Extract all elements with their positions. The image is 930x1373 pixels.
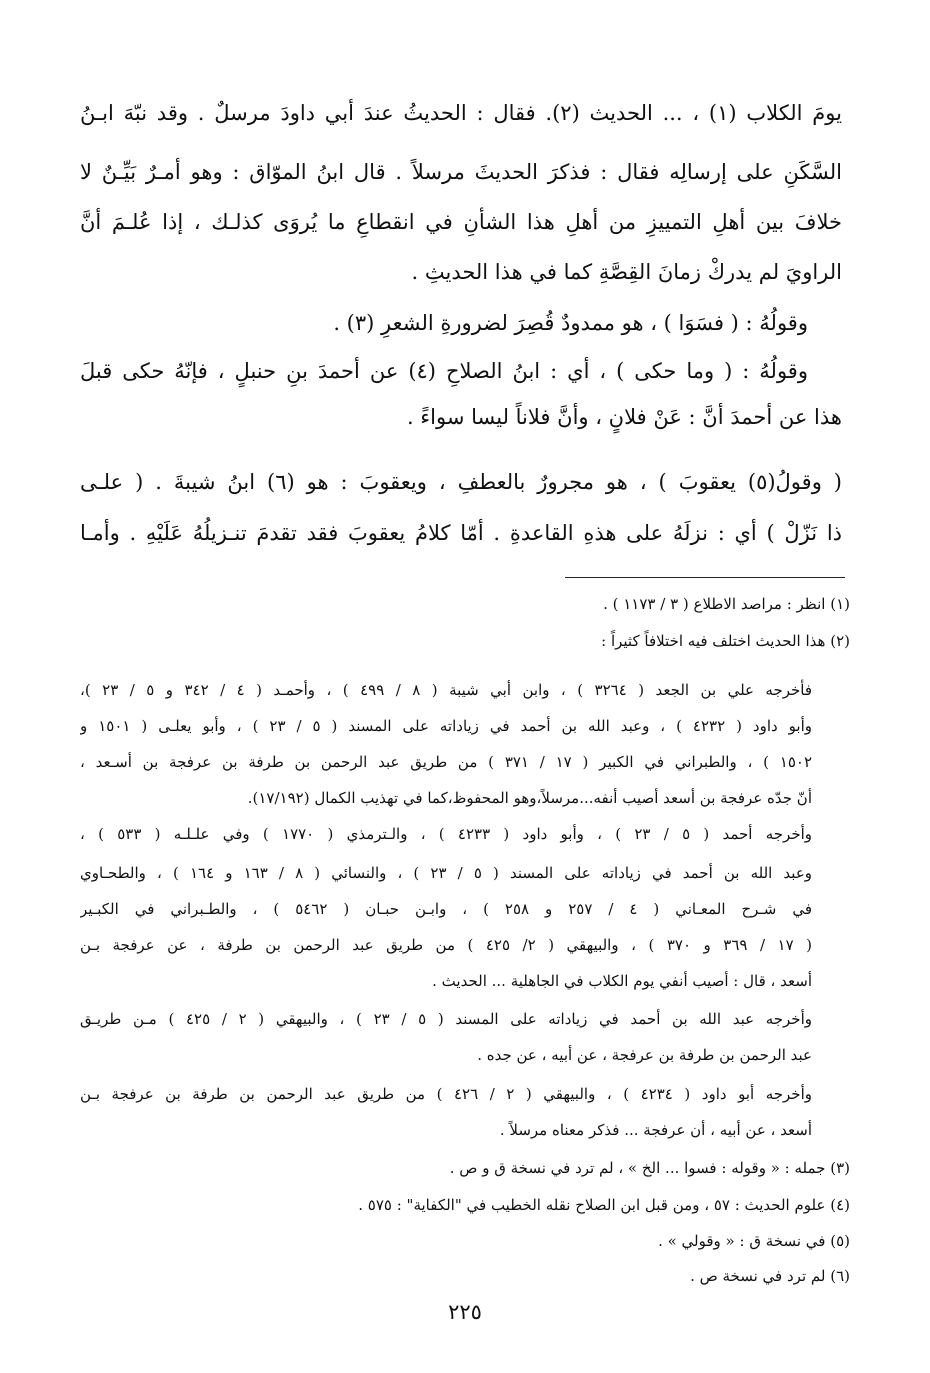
main-text-line: ذا نَزّلْ ) أي : نزلَهُ على هذهِ القاعدةِ . أمّا كلامُ يعقوبَ فقد تقدمَ تنـزيلُهُ عَلَيْهِ . وأمـا [80,521,842,545]
footnote-2-line: وعبد الله بن أحمد في زياداته على المسند ( ٥ / ٢٣ ) ، والنسائي ( ٨ / ١٦٣ و ١٦٤ ) ، والطحـاوي [80,864,812,882]
footnote-2-line: وأبو داود ( ٤٢٣٢ ) ، وعبد الله بن أحمد في زياداته على المسند ( ٥ / ٢٣ ) ، وأبو يعلـى ( ١٥٠١ و [80,717,812,735]
footnote-1: (١) انظر : مراصد الاطلاع ( ٣ / ١١٧٣ ) . [603,595,850,613]
footnote-2-line: أسعد ، عن أبيه ، أن عرفجة ... فذكر معناه مرسلاً . [499,1121,812,1139]
footnote-2-line: ( ١٧ / ٣٦٩ و ٣٧٠ ) ، والبيهقي ( ٢/ ٤٢٥ ) من طريق عبد الرحمن بن طرفة ، عن عرفجة بـن [80,936,812,954]
footnote-2-line: وأخرجه عبد الله بن أحمد في زياداته على المسند ( ٥ / ٢٣ ) ، والبيهقي ( ٢ / ٤٢٥ ) مـن طريـق [80,1010,812,1028]
main-text-line: الراويَ لم يدركْ زمانَ القِصَّةِ كما في هذا الحديثِ . [411,260,842,284]
footnote-2-line: وأخرجه أحمد ( ٥ / ٢٣ ) ، وأبو داود ( ٤٢٣٣ ) ، والـترمذي ( ١٧٧٠ ) وفي علـلـه ( ٥٣٣ ) ، [80,825,812,843]
footnote-2-line: أسعد ، قال : أصيب أنفي يوم الكلاب في الجاهلية ... الحديث . [432,972,812,990]
main-text-line: وقولُهُ : ( فسَوَا ) ، هو ممدودٌ قُصِرَ لضرورةِ الشعرِ (٣) . [333,311,808,335]
main-text-line: السَّكَنِ على إرسالِه فقال : فذكرَ الحديثَ مرسلاً . قال ابنُ الموّاق : وهو أمـرٌ بَيِّـنٌ لا [80,160,842,184]
footnote-2-line: أنّ جدّه عرفجة بن أسعد أصيب أنفه...مرسلاً،وهو المحفوظ،كما في تهذيب الكمال (١٧/١٩٢). [247,789,812,807]
footnote-4: (٤) علوم الحديث : ٥٧ ، ومن قبل ابن الصلاح نقله الخطيب في "الكفاية" : ٥٧٥ . [358,1196,850,1214]
main-text-line: يومَ الكلاب (١) ، ... الحديث (٢). فقال : الحديثُ عندَ أبي داودَ مرسلٌ . وقد نبّهَ ابـنُ [80,101,842,125]
main-text-line: خلافَ بين أهلِ التمييزِ من أهلِ هذا الشأنِ في انقطاعِ ما يُروَى كذلـك ، إذا عُلـمَ أنَّ [80,210,842,234]
footnote-5: (٥) في نسخة ق : « وقولي » . [658,1232,850,1250]
footnote-2-line: في شـرح المعـاني ( ٤ / ٢٥٧ و ٢٥٨ ) ، وابـن حبـان ( ٥٤٦٢ ) ، والطـبراني في الكبـير [80,900,812,918]
footnote-2-line: ١٥٠٢ ) ، والطبراني في الكبير ( ١٧ / ٣٧١ ) من طريق عبد الرحمن بن طرفة بن عرفجة بن أسـعد ، [80,753,812,771]
footnote-2-line: وأخرجه أبو داود ( ٤٢٣٤ ) ، والبيهقي ( ٢ / ٤٢٦ ) من طريق عبد الرحمن بن طرفة بن عرفجة بـن [80,1085,812,1103]
main-text-line: وقولُهُ : ( وما حكى ) ، أي : ابنُ الصلاحِ (٤) عن أحمدَ بنِ حنبلٍ ، فإنّهُ حكى قبلَ [80,359,808,383]
main-text-line: ( وقولُ(٥) يعقوبَ ) ، هو مجرورٌ بالعطفِ ، ويعقوبَ : هو (٦) ابنُ شيبةَ . ( علـى [80,470,842,494]
footnote-3: (٣) جمله : « وقوله : فسوا ... الخ » ، لم ترد في نسخة ق و ص . [449,1159,850,1177]
footnote-2-intro: (٢) هذا الحديث اختلف فيه اختلافاً كثيراً : [601,632,850,650]
page-number: ٢٢٥ [448,1300,482,1324]
footnote-2-line: فأخرجه علي بن الجعد ( ٣٢٦٤ ) ، وابن أبي شيبة ( ٨ / ٤٩٩ ) ، وأحمـد ( ٤ / ٣٤٢ و ٥ / ٢٣ )، [80,681,812,699]
footnote-separator [565,577,845,578]
main-text-line: هذا عن أحمدَ أنَّ : عَنْ فلانٍ ، وأنَّ فلاناً ليسا سواءً . [406,405,842,429]
footnote-6: (٦) لم ترد في نسخة ص . [690,1267,850,1285]
footnote-2-line: عبد الرحمن بن طرفة بن عرفجة ، عن أبيه ، عن جده . [477,1046,812,1064]
